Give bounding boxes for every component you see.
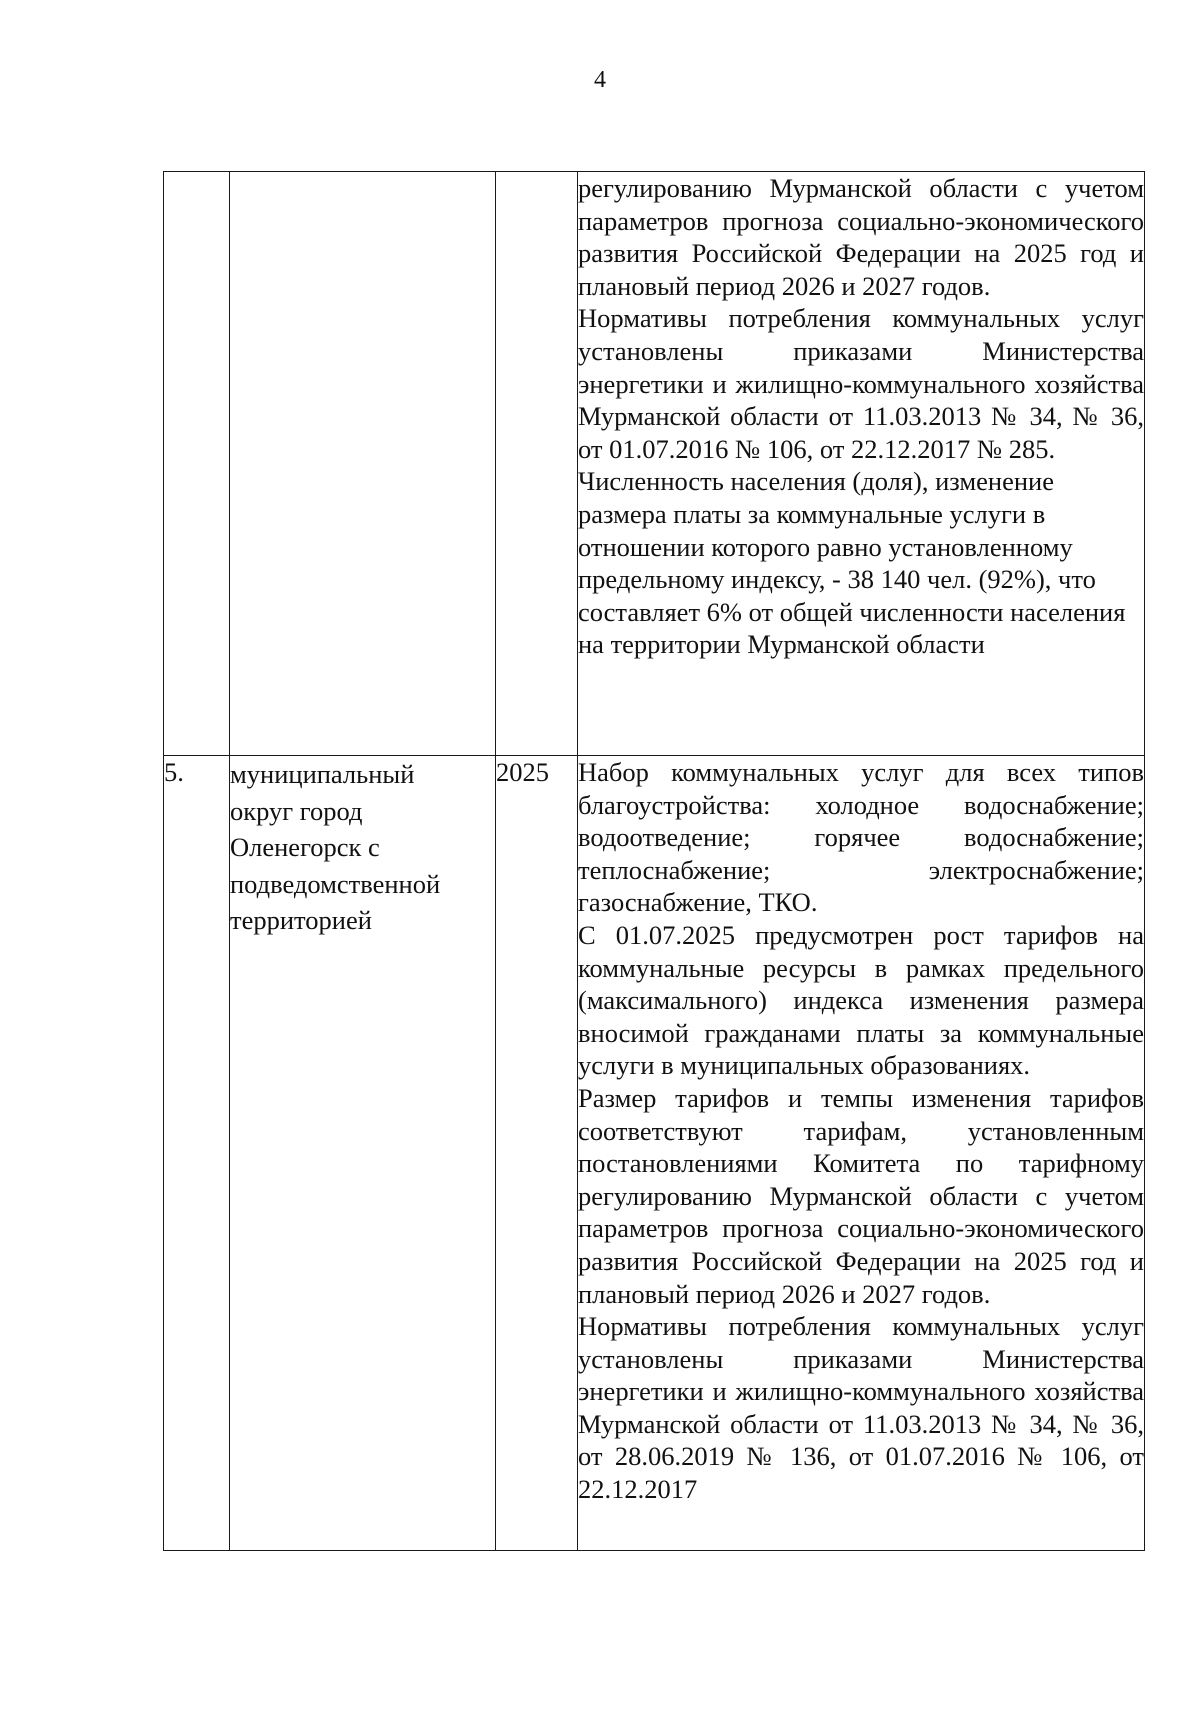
data-table <box>163 171 1145 1551</box>
municipality-name-line: территорией <box>230 905 372 935</box>
description-paragraph: регулированию Мурманской области с учетом параметров прогноза социально-экономического развития Российской Федерации на 2025 год и плановый период 2026 и 2027 годов. <box>578 173 1144 301</box>
municipality-cell <box>230 172 496 756</box>
municipality-cell <box>230 756 496 1551</box>
description-cell <box>578 756 1145 1551</box>
municipality-name-line: Оленегорск с <box>230 832 380 862</box>
description-paragraph: Численность населения (доля), изменение размера платы за коммунальные услуги в отношении которого равно установленному предельному индексу, - 38 140 чел. (92%), что составляет 6% от общей численности населения на территории Мурманской области <box>578 466 1126 660</box>
municipality-name-line: округ город <box>230 795 363 826</box>
description-cell <box>578 172 1145 756</box>
description-paragraph: С 01.07.2025 предусмотрен рост тарифов на коммунальные ресурсы в рамках предельного (максимального) индекса изменения размера вносимой гражданами платы за коммунальные услуги в муниципальных образованиях. <box>578 919 1144 1081</box>
description-paragraph: Набор коммунальных услуг для всех типов благоустройства: холодное водоснабжение; водоотведение; горячее водоснабжение; теплоснабжение; электроснабжение; газоснабжение, ТКО. <box>578 757 1144 918</box>
municipality-name-line: муниципальный <box>230 759 415 789</box>
description-paragraph: Нормативы потребления коммунальных услуг установлены приказами Министерства энергетики и жилищно-коммунального хозяйства Мурманской области от 11.03.2013 № 34, № 36, от 01.07.2016 № 106, от 22.12.2017 № 285. <box>578 303 1144 464</box>
description-paragraph: Нормативы потребления коммунальных услуг установлены приказами Министерства энергетики и жилищно-коммунального хозяйства Мурманской области от 11.03.2013 № 34, № 36, от 28.06.2019 № 136, от 01.07.2016 № 106, от 22.12.2017 <box>578 1311 1144 1505</box>
municipality-name-line: подведомственной <box>230 868 441 899</box>
description-paragraph: Размер тарифов и темпы изменения тарифов соответствуют тарифам, установленным постановлениями Комитета по тарифному регулированию Мурманской области с учетом параметров прогноза социально-экономического развития Российской Федерации на 2025 год и плановый период 2026 и 2027 годов. <box>578 1082 1144 1309</box>
year-cell <box>496 172 578 756</box>
row-number-cell: 5. <box>164 756 230 1551</box>
row-number-cell <box>164 172 230 756</box>
table-row <box>164 756 1145 1551</box>
table-row <box>164 172 1145 756</box>
year-cell: 2025 <box>496 756 578 1551</box>
page-number: 4 <box>594 67 606 93</box>
